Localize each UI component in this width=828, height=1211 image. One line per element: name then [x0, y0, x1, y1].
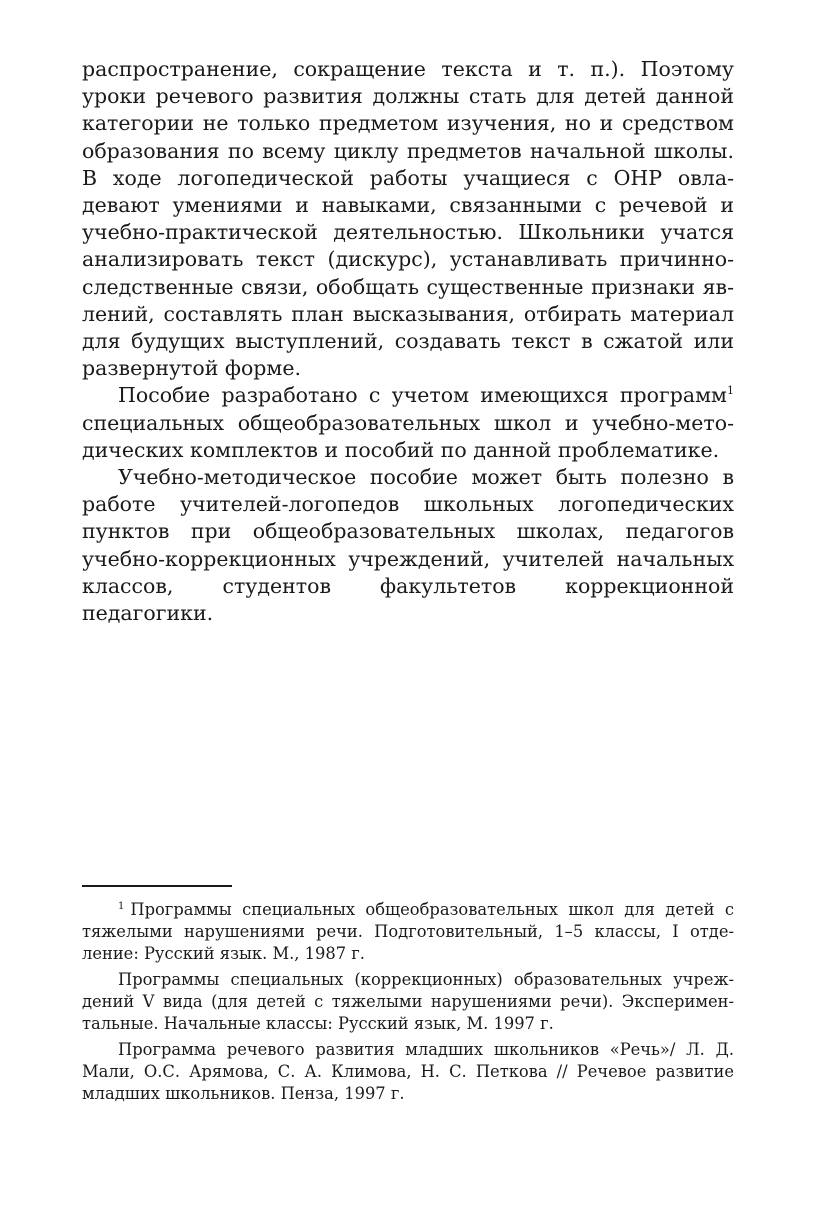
footnote-1 [82, 899, 734, 965]
footnote-reference: 1 [727, 384, 734, 398]
paragraph-2-end: специальных общеобразовательных школ и учебно-методических комплектов и пособий по данной проблематике. [82, 410, 734, 462]
footnotes [82, 885, 734, 1105]
paragraph-2 [82, 382, 734, 464]
paragraph-2-start: Пособие разработано с учетом имеющихся программ [118, 383, 727, 408]
footnote-mark: 1 [118, 900, 125, 912]
footnote-2: Программы специальных (коррекционных) образовательных учреждений V вида (для детей с тяжелыми нарушениями речи). Экспериментальные. Начальные классы: Русский язык, М. 1997 г. [82, 970, 734, 1033]
paragraph-1: распространение, сокращение текста и т. п.). Поэтому уроки речевого развития должны стать для детей данной категории не только предметом изучения, но и средством образования по всему циклу предметов начальной школы. В ходе логопедической работы учащиеся с ОНР овладевают умениями и навыками, связанными с речевой и учебно-практической деятельностью. Школьники учатся анализировать текст (дискурс), устанавливать причинно-следственные связи, обобщать существенные признаки явлений, составлять план высказывания, отбирать материал для будущих выступлений, создавать текст в сжатой или развернутой форме. [82, 57, 734, 381]
footnote-3: Программа речевого развития младших школьников «Речь»/ Л. Д. Мали, О.С. Арямова, С. А. Климова, Н. С. Петкова // Речевое развитие младших школьников. Пенза, 1997 г. [82, 1040, 734, 1103]
paragraph-3: Учебно-методическое пособие может быть полезно в работе учителей-логопедов школьных логопедических пунктов при общеобразовательных школах, педагогов учебно-коррекционных учреждений, учителей начальных классов, студентов факультетов коррекционной педагогики. [82, 465, 734, 626]
main-text [82, 56, 734, 627]
footnote-1-text: Программы специальных общеобразовательных школ для детей с тяжелыми нарушениями речи. Подготовительный, 1–5 классы, I отделение: Русский язык. М., 1987 г. [82, 900, 734, 963]
footnote-divider [82, 885, 232, 887]
